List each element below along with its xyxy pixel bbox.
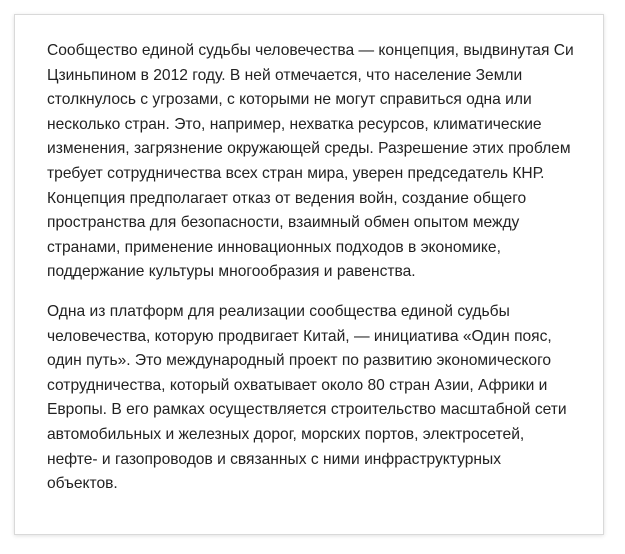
article-paragraph-1: Сообщество единой судьбы человечества — концепция, выдвинутая Си Цзиньпином в 2012 году. В ней отмечается, что население Земли столкнулось с угрозами, с которыми не могут справиться одна или несколько стран. Это, например, нехватка ресурсов, климатические изменения, загрязнение окружающей среды. Разрешение этих проблем требует сотрудничества всех стран мира, уверен председатель КНР. Концепция предполагает отказ от ведения войн, создание общего пространства для безопасности, взаимный обмен опытом между странами, применение инновационных подходов в экономике, поддержание культуры многообразия и равенства. [47,42,574,281]
article-paragraph-2: Одна из платформ для реализации сообщества единой судьбы человечества, которую продвигает Китай, — инициатива «Один пояс, один путь». Это международный проект по развитию экономического сотрудничества, который охватывает около 80 стран Азии, Африки и Европы. В его рамках осуществляется строительство масштабной сети автомобильных и железных дорог, морских портов, электросетей, нефте- и газопроводов и связанных с ними инфраструктурных объектов. [47,302,567,493]
info-card [14,14,604,535]
